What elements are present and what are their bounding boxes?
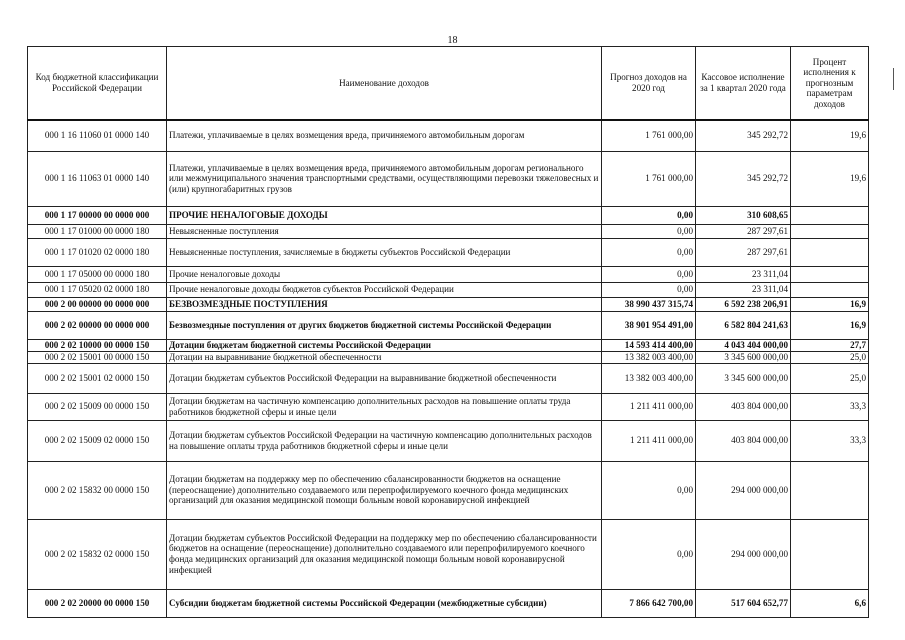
cell-percent: 27,7 xyxy=(791,339,869,351)
cell-actual: 4 043 404 000,00 xyxy=(696,339,791,351)
table-row xyxy=(28,311,869,339)
cell-name: Невыясненные поступления, зачисляемые в бюджеты субъектов Российской Федерации xyxy=(167,238,602,266)
table-row xyxy=(28,266,869,282)
cell-name: Безвозмездные поступления от других бюджетов бюджетной системы Российской Федерации xyxy=(167,311,602,339)
cell-name: Дотации бюджетам бюджетной системы Российской Федерации xyxy=(167,339,602,351)
cell-percent: 19,6 xyxy=(791,120,869,151)
cell-percent xyxy=(791,519,869,589)
margin-mark xyxy=(893,68,894,90)
revenue-table xyxy=(27,46,869,618)
table-row xyxy=(28,297,869,311)
table-row xyxy=(28,206,869,224)
cell-percent: 16,9 xyxy=(791,311,869,339)
cell-name: Дотации бюджетам субъектов Российской Федерации на выравнивание бюджетной обеспеченности xyxy=(167,363,602,393)
cell-actual: 3 345 600 000,00 xyxy=(696,351,791,363)
cell-actual: 3 345 600 000,00 xyxy=(696,363,791,393)
cell-code: 000 2 02 15009 02 0000 150 xyxy=(28,420,167,461)
cell-percent: 16,9 xyxy=(791,297,869,311)
cell-forecast: 0,00 xyxy=(602,282,696,297)
cell-forecast: 0,00 xyxy=(602,461,696,519)
cell-code: 000 1 17 05020 02 0000 180 xyxy=(28,282,167,297)
cell-forecast: 13 382 003 400,00 xyxy=(602,351,696,363)
cell-actual: 23 311,04 xyxy=(696,266,791,282)
cell-code: 000 2 02 10000 00 0000 150 xyxy=(28,339,167,351)
cell-code: 000 2 02 15001 02 0000 150 xyxy=(28,363,167,393)
cell-name: Дотации бюджетам субъектов Российской Федерации на частичную компенсацию дополнительных расходов на повышение оплаты труда работников бюджетной сферы и иные цели xyxy=(167,420,602,461)
cell-actual: 294 000 000,00 xyxy=(696,461,791,519)
table-row xyxy=(28,238,869,266)
cell-name: Платежи, уплачиваемые в целях возмещения вреда, причиняемого автомобильным дорогам xyxy=(167,120,602,151)
cell-code: 000 1 16 11060 01 0000 140 xyxy=(28,120,167,151)
cell-code: 000 1 16 11063 01 0000 140 xyxy=(28,151,167,206)
cell-actual: 23 311,04 xyxy=(696,282,791,297)
cell-percent: 19,6 xyxy=(791,151,869,206)
cell-percent: 25,0 xyxy=(791,351,869,363)
cell-actual: 287 297,61 xyxy=(696,238,791,266)
cell-actual: 294 000 000,00 xyxy=(696,519,791,589)
cell-percent xyxy=(791,461,869,519)
table-row xyxy=(28,151,869,206)
cell-code: 000 1 17 01020 02 0000 180 xyxy=(28,238,167,266)
cell-forecast: 38 901 954 491,00 xyxy=(602,311,696,339)
table-row xyxy=(28,224,869,238)
table-row xyxy=(28,589,869,617)
cell-name: Дотации бюджетам на поддержку мер по обеспечению сбалансированности бюджетов на оснащение (переоснащение) дополнительно создаваемого или перепрофилируемого коечного фонда медицинских организаций для оказания медицинской помощи больным новой коронавирусной инфекцией xyxy=(167,461,602,519)
cell-name: Платежи, уплачиваемые в целях возмещения вреда, причиняемого автомобильным дорогам регионального или межмуниципального значения транспортными средствами, осуществляющими перевозки тяжеловесных и (или) крупногабаритных грузов xyxy=(167,151,602,206)
cell-forecast: 7 866 642 700,00 xyxy=(602,589,696,617)
cell-actual: 6 592 238 206,91 xyxy=(696,297,791,311)
table-row xyxy=(28,339,869,351)
table-row xyxy=(28,363,869,393)
table-row xyxy=(28,393,869,420)
cell-forecast: 0,00 xyxy=(602,519,696,589)
cell-code: 000 2 02 15009 00 0000 150 xyxy=(28,393,167,420)
cell-percent xyxy=(791,224,869,238)
cell-percent xyxy=(791,238,869,266)
cell-percent: 6,6 xyxy=(791,589,869,617)
cell-percent: 33,3 xyxy=(791,393,869,420)
cell-code: 000 1 17 05000 00 0000 180 xyxy=(28,266,167,282)
header-name: Наименование доходов xyxy=(167,47,602,121)
cell-forecast: 14 593 414 400,00 xyxy=(602,339,696,351)
cell-percent xyxy=(791,282,869,297)
cell-code: 000 1 17 01000 00 0000 180 xyxy=(28,224,167,238)
cell-forecast: 0,00 xyxy=(602,238,696,266)
cell-actual: 517 604 652,77 xyxy=(696,589,791,617)
cell-forecast: 38 990 437 315,74 xyxy=(602,297,696,311)
table-row xyxy=(28,351,869,363)
table-row xyxy=(28,461,869,519)
cell-code: 000 2 02 15832 00 0000 150 xyxy=(28,461,167,519)
cell-forecast: 0,00 xyxy=(602,206,696,224)
cell-actual: 403 804 000,00 xyxy=(696,393,791,420)
cell-name: Субсидии бюджетам бюджетной системы Российской Федерации (межбюджетные субсидии) xyxy=(167,589,602,617)
cell-forecast: 0,00 xyxy=(602,266,696,282)
cell-actual: 345 292,72 xyxy=(696,120,791,151)
header-percent: Процент исполнения к прогнозным параметрам доходов xyxy=(791,47,869,121)
cell-actual: 6 582 804 241,63 xyxy=(696,311,791,339)
cell-actual: 403 804 000,00 xyxy=(696,420,791,461)
table-row xyxy=(28,120,869,151)
cell-name: Дотации бюджетам субъектов Российской Федерации на поддержку мер по обеспечению сбалансированности бюджетов на оснащение (переоснащение) дополнительно создаваемого или перепрофилируемого коечного фонда медицинских организаций для оказания медицинской помощи больным новой коронавирусной инфекцией xyxy=(167,519,602,589)
cell-percent: 33,3 xyxy=(791,420,869,461)
cell-forecast: 1 211 411 000,00 xyxy=(602,420,696,461)
cell-forecast: 0,00 xyxy=(602,224,696,238)
cell-name: ПРОЧИЕ НЕНАЛОГОВЫЕ ДОХОДЫ xyxy=(167,206,602,224)
cell-percent xyxy=(791,266,869,282)
table-row xyxy=(28,519,869,589)
cell-name: Дотации бюджетам на частичную компенсацию дополнительных расходов на повышение оплаты труда работников бюджетной сферы и иные цели xyxy=(167,393,602,420)
page-number: 18 xyxy=(447,35,458,46)
cell-forecast: 1 761 000,00 xyxy=(602,151,696,206)
cell-forecast: 13 382 003 400,00 xyxy=(602,363,696,393)
cell-code: 000 2 02 00000 00 0000 000 xyxy=(28,311,167,339)
cell-forecast: 1 761 000,00 xyxy=(602,120,696,151)
cell-code: 000 2 00 00000 00 0000 000 xyxy=(28,297,167,311)
cell-forecast: 1 211 411 000,00 xyxy=(602,393,696,420)
cell-actual: 345 292,72 xyxy=(696,151,791,206)
cell-actual: 310 608,65 xyxy=(696,206,791,224)
cell-actual: 287 297,61 xyxy=(696,224,791,238)
table-header-row xyxy=(28,47,869,121)
cell-percent: 25,0 xyxy=(791,363,869,393)
table-row xyxy=(28,420,869,461)
table-row xyxy=(28,282,869,297)
header-code: Код бюджетной классификации Российской Федерации xyxy=(28,47,167,121)
cell-name: Прочие неналоговые доходы xyxy=(167,266,602,282)
cell-name: БЕЗВОЗМЕЗДНЫЕ ПОСТУПЛЕНИЯ xyxy=(167,297,602,311)
cell-name: Невыясненные поступления xyxy=(167,224,602,238)
cell-name: Дотации на выравнивание бюджетной обеспеченности xyxy=(167,351,602,363)
cell-code: 000 1 17 00000 00 0000 000 xyxy=(28,206,167,224)
header-forecast: Прогноз доходов на 2020 год xyxy=(602,47,696,121)
cell-percent xyxy=(791,206,869,224)
cell-code: 000 2 02 15832 02 0000 150 xyxy=(28,519,167,589)
cell-name: Прочие неналоговые доходы бюджетов субъектов Российской Федерации xyxy=(167,282,602,297)
cell-code: 000 2 02 15001 00 0000 150 xyxy=(28,351,167,363)
cell-code: 000 2 02 20000 00 0000 150 xyxy=(28,589,167,617)
header-actual: Кассовое исполнение за 1 квартал 2020 года xyxy=(696,47,791,121)
